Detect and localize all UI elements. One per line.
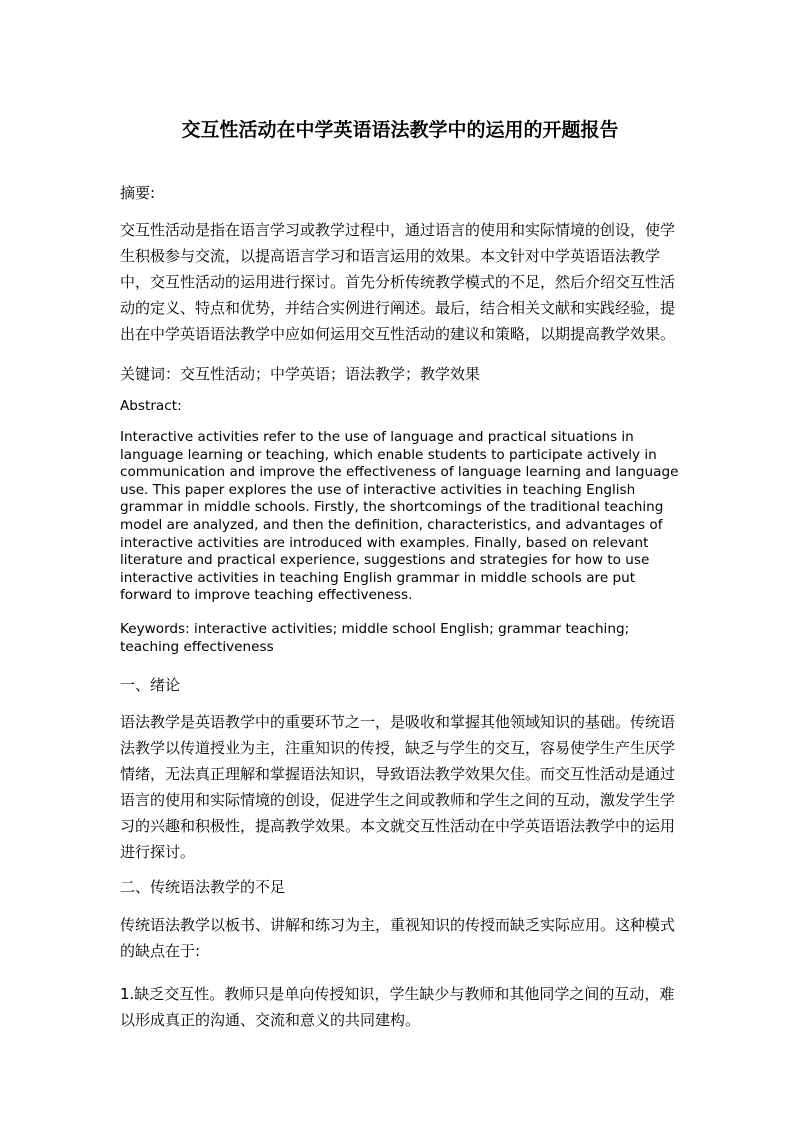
keywords-zh: 关键词：交互性活动；中学英语；语法教学；教学效果 xyxy=(120,365,481,383)
document-title: 交互性活动在中学英语语法教学中的运用的开题报告 xyxy=(181,119,619,141)
abstract-en-paragraph: Interactive activities refer to the use of language and practical situations in language learning or teaching, which enable students to participate actively in communication and improve the effectiveness of language learning and language use. This paper explores the use of interactive activities in teaching English grammar in middle schools. Firstly, the shortcomings of the traditional teaching model are analyzed, and then the definition, characteristics, and advantages of interactive activities are introduced with examples. Finally, based on relevant literature and practical experience, suggestions and strategies for how to use interactive activities in teaching English grammar in middle schools are put forward to improve teaching effectiveness. xyxy=(120,429,679,604)
abstract-zh-paragraph: 交互性活动是指在语言学习或教学过程中，通过语言的使用和实际情境的创设，使学生积极参与交流，以提高语言学习和语言运用的效果。本文针对中学英语语法教学中，交互性活动的运用进行探讨。首先分析传统教学模式的不足，然后介绍交互性活动的定义、特点和优势，并结合实例进行阐述。最后，结合相关文献和实践经验，提出在中学英语语法教学中应如何运用交互性活动的建议和策略，以期提高教学效果。 xyxy=(120,221,676,343)
section2-heading: 二、传统语法教学的不足 xyxy=(120,878,286,896)
section1-heading: 一、绪论 xyxy=(120,676,181,694)
section2-point-1: 1.缺乏交互性。教师只是单向传授知识，学生缺少与教师和其他同学之间的互动，难以形成真正的沟通、交流和意义的共同建构。 xyxy=(120,985,675,1029)
keywords-en: Keywords: interactive activities; middle school English; grammar teaching; teaching effectiveness xyxy=(120,621,630,655)
section2-paragraph: 传统语法教学以板书、讲解和练习为主，重视知识的传授而缺乏实际应用。这种模式的缺点在于: xyxy=(120,916,676,960)
abstract-en-label: Abstract: xyxy=(120,398,182,414)
abstract-zh-label: 摘要: xyxy=(120,184,156,202)
section1-paragraph: 语法教学是英语教学中的重要环节之一，是吸收和掌握其他领域知识的基础。传统语法教学以传道授业为主，注重知识的传授，缺乏与学生的交互，容易使学生产生厌学情绪，无法真正理解和掌握语法知识，导致语法教学效果欠佳。而交互性活动是通过语言的使用和实际情境的创设，促进学生之间或教师和学生之间的互动，激发学生学习的兴趣和积极性，提高教学效果。本文就交互性活动在中学英语语法教学中的运用进行探讨。 xyxy=(120,713,676,861)
